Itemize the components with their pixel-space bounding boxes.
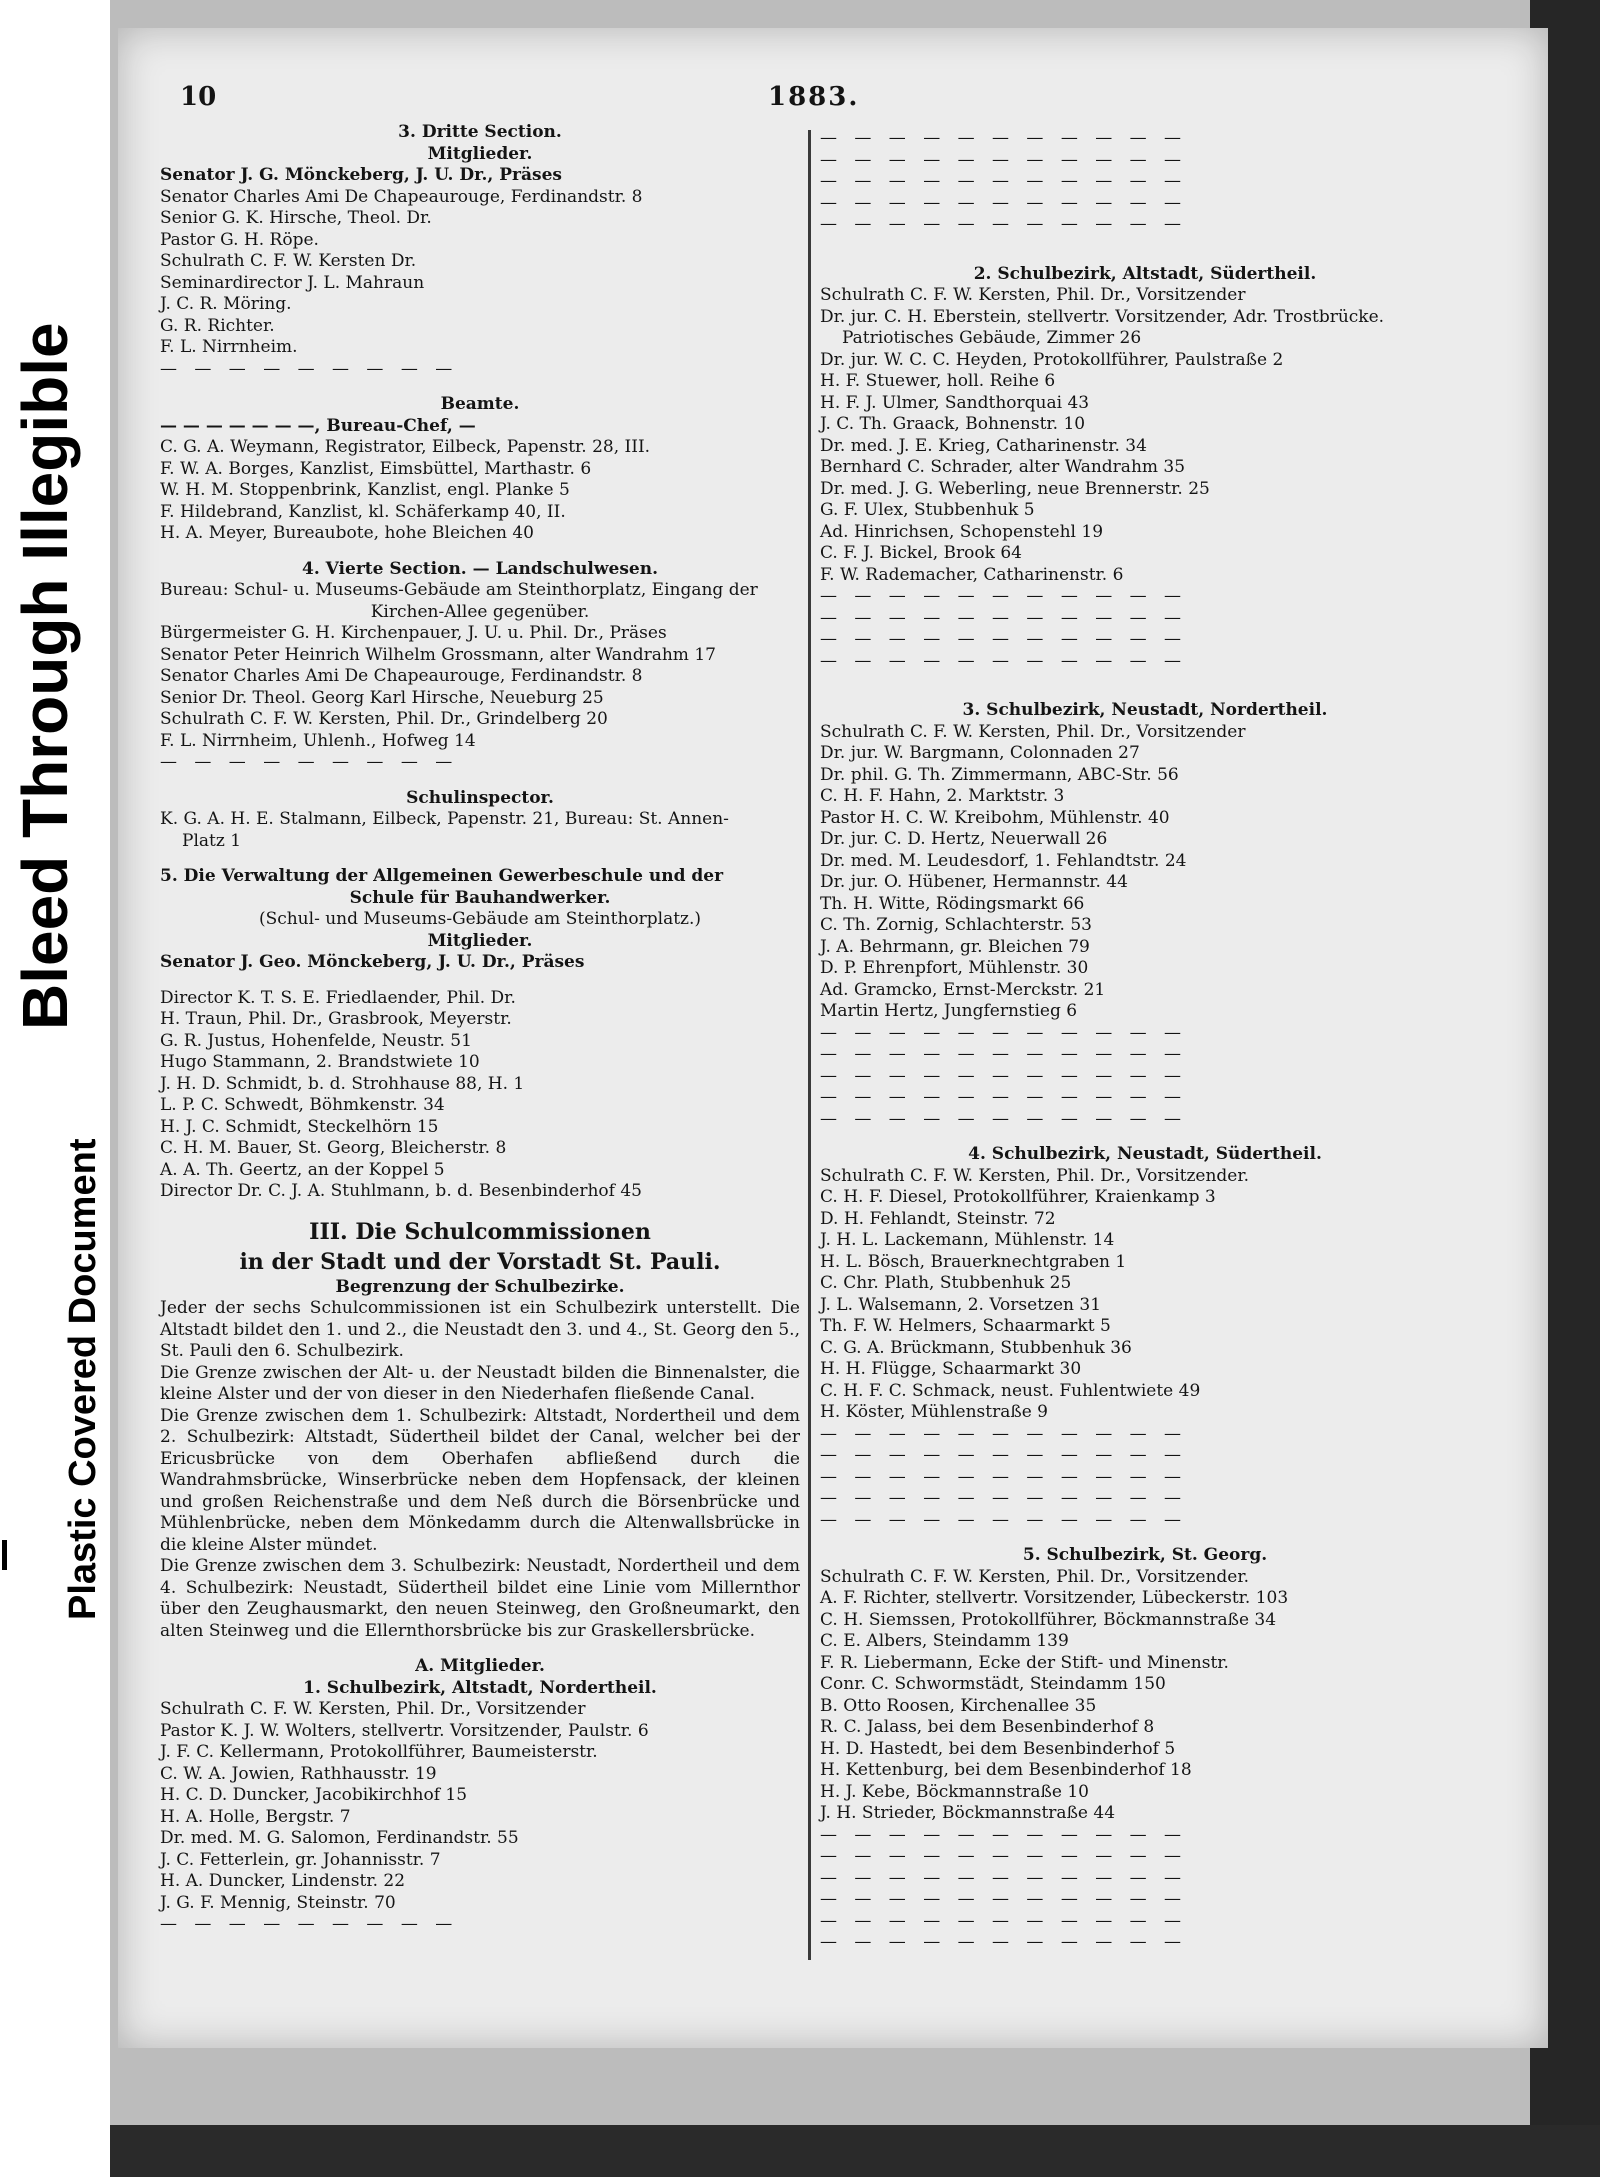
vacancy-dashes: — — — — — — — — — — —	[820, 586, 1188, 606]
member-line: J. H. L. Lackemann, Mühlenstr. 14	[820, 1230, 1115, 1250]
district-title: 2. Schulbezirk, Altstadt, Südertheil.	[973, 263, 1317, 284]
vacancy-dashes: — — — — — — — — — — —	[820, 650, 1188, 671]
member-line: C. H. M. Bauer, St. Georg, Bleicherstr. 8	[160, 1138, 507, 1158]
member-line: Ad. Gramcko, Ernst-Merckstr. 21	[820, 979, 1106, 1000]
section-title: Beamte.	[440, 394, 520, 414]
section-title: Schule für Bauhandwerker.	[349, 887, 611, 908]
vacancy-dashes: — — — — — — — — —	[160, 358, 459, 379]
section-subheading: Mitglieder.	[427, 930, 533, 951]
member-line: Schulrath C. F. W. Kersten, Phil. Dr., Vorsitzender.	[820, 1165, 1250, 1186]
member-line: Ad. Hinrichsen, Schopenstehl 19	[820, 521, 1104, 542]
section-subheading: A. Mitglieder.	[415, 1656, 545, 1676]
vacancy-dashes: — — — — — — — — — — —	[820, 1867, 1188, 1888]
member-line: Dr. jur. W. C. C. Heyden, Protokollführer, Paulstraße 2	[820, 349, 1284, 370]
member-line: J. H. D. Schmidt, b. d. Strohhause 88, H. 1	[160, 1073, 525, 1094]
chapter-title: III. Die Schulcommissionen	[309, 1218, 651, 1245]
member-line: J. H. Strieder, Böckmannstraße 44	[820, 1803, 1116, 1823]
member-line: F. L. Nirrnheim.	[160, 337, 298, 357]
vacancy-dashes: — — — — — — — — — — —	[820, 1108, 1188, 1129]
member-line: J. C. Th. Graack, Bohnenstr. 10	[820, 414, 1086, 434]
section-subtitle: (Schul- und Museums-Gebäude am Steinthorplatz.)	[258, 909, 702, 929]
member-line: F. R. Liebermann, Ecke der Stift- und Minenstr.	[820, 1652, 1229, 1673]
member-line: R. C. Jalass, bei dem Besenbinderhof 8	[820, 1717, 1155, 1737]
member-line: Schulrath C. F. W. Kersten, Phil. Dr., Vorsitzender.	[820, 1566, 1250, 1587]
member-line: H. A. Holle, Bergstr. 7	[160, 1806, 351, 1827]
member-line: C. H. F. Diesel, Protokollführer, Kraienkamp 3	[820, 1187, 1216, 1207]
section-title: 5. Die Verwaltung der Allgemeinen Gewerbeschule und der	[160, 866, 724, 886]
vacancy-dashes: — — — — — — — — — — —	[820, 171, 1188, 191]
vacancy-dashes: — — — — — — — — —	[160, 1914, 459, 1934]
vacancy-dashes: — — — — — — — — — — —	[820, 1889, 1188, 1909]
paragraph: Jeder der sechs Schulcommissionen ist ein Schulbezirk unterstellt. Die Altstadt bildet den 1. und 2., die Neustadt den 3. und 4., St. Georg den 5., St. Pauli den 6. Schulbezirk.	[160, 1298, 800, 1361]
column-divider	[808, 130, 811, 1960]
member-line: H. J. Kebe, Böckmannstraße 10	[820, 1781, 1089, 1802]
page-year: 1883.	[768, 82, 860, 112]
member-line: Senator Peter Heinrich Wilhelm Grossmann, alter Wandrahm 17	[160, 644, 716, 665]
district-title: 4. Schulbezirk, Neustadt, Südertheil.	[968, 1144, 1322, 1164]
member-line: Pastor G. H. Röpe.	[160, 229, 319, 250]
member-line: G. R. Richter.	[160, 315, 275, 336]
district-title: 3. Schulbezirk, Neustadt, Nordertheil.	[962, 700, 1328, 720]
chapter-title: in der Stadt und der Vorstadt St. Pauli.	[239, 1248, 721, 1275]
right-column	[820, 128, 1470, 1954]
member-line: L. P. C. Schwedt, Böhmkenstr. 34	[160, 1095, 445, 1115]
member-line: G. F. Ulex, Stubbenhuk 5	[820, 500, 1035, 520]
member-line: C. G. A. Brückmann, Stubbenhuk 36	[820, 1337, 1132, 1358]
member-line: Dr. med. M. G. Salomon, Ferdinandstr. 55	[160, 1828, 519, 1848]
vacancy-dashes: — — — — — — — — — — —	[820, 1509, 1188, 1530]
member-line: H. H. Flügge, Schaarmarkt 30	[820, 1359, 1082, 1379]
vacancy-dashes: — — — — — — — — — — —	[820, 192, 1188, 213]
member-line: Dr. phil. G. Th. Zimmermann, ABC-Str. 56	[820, 764, 1179, 785]
staff-line: C. G. A. Weymann, Registrator, Eilbeck, Papenstr. 28, III.	[160, 437, 651, 457]
vacancy-dashes: — — — — — — — — — — —	[820, 1466, 1188, 1487]
vacancy-dashes: — — — — — — — — — — —	[820, 149, 1188, 170]
member-line: H. F. Stuewer, holl. Reihe 6	[820, 371, 1056, 391]
member-line: Hugo Stammann, 2. Brandstwiete 10	[160, 1052, 480, 1072]
member-line: Pastor K. J. W. Wolters, stellvertr. Vorsitzender, Paulstr. 6	[160, 1720, 649, 1741]
vacancy-dashes: — — — — — — — — — — —	[820, 1022, 1188, 1043]
member-line: Martin Hertz, Jungfernstieg 6	[820, 1001, 1078, 1021]
member-line: H. D. Hastedt, bei dem Besenbinderhof 5	[820, 1738, 1176, 1759]
member-line: J. C. R. Möring.	[160, 294, 292, 314]
member-line: Dr. med. M. Leudesdorf, 1. Fehlandtstr. 24	[820, 850, 1187, 871]
member-line: F. W. Rademacher, Catharinenstr. 6	[820, 564, 1124, 585]
member-line: J. F. C. Kellermann, Protokollführer, Baumeisterstr.	[160, 1742, 598, 1762]
member-line: C. W. A. Jowien, Rathhausstr. 19	[160, 1763, 437, 1784]
paragraph: Die Grenze zwischen dem 1. Schulbezirk: Altstadt, Nordertheil und dem 2. Schulbezirk: Altstadt, Südertheil bildet der Canal, welcher bei der Ericusbrücke von dem Oberhafen abfließend durch die Wandrahmsbrücke, Winserbrücke neben dem Hopfensack, der kleinen und großen Reichenstraße und dem Neß durch die Börsenbrücke und Mühlenbrücke, neben dem Mönkedamm durch die Altenwallsbrücke in die kleine Alster mündet.	[160, 1405, 800, 1555]
vacancy-dashes: — — — — — — — — — — —	[820, 629, 1188, 649]
staff-line: W. H. M. Stoppenbrink, Kanzlist, engl. Planke 5	[160, 480, 570, 500]
staff-line: F. Hildebrand, Kanzlist, kl. Schäferkamp 40, II.	[160, 501, 566, 522]
vacancy-dashes: — — — — — — — — — — —	[820, 1087, 1188, 1107]
section-title: 3. Dritte Section.	[398, 122, 562, 142]
member-line: Dr. med. J. E. Krieg, Catharinenstr. 34	[820, 435, 1147, 456]
member-line: C. F. J. Bickel, Brook 64	[820, 543, 1022, 563]
member-line: J. G. F. Mennig, Steinstr. 70	[160, 1892, 396, 1913]
sidebar-tick-mark	[2, 1540, 7, 1570]
vacancy-dashes: — — — — — — — — — — —	[820, 1846, 1188, 1866]
section-title: 1. Schulbezirk, Altstadt, Nordertheil.	[303, 1677, 657, 1698]
member-line: J. L. Walsemann, 2. Vorsetzen 31	[820, 1294, 1102, 1315]
staff-line: — — — — — — —, Bureau-Chef, —	[160, 415, 476, 436]
plastic-covered-label: Plastic Covered Document	[62, 1138, 104, 1620]
member-line: J. A. Behrmann, gr. Bleichen 79	[820, 936, 1090, 957]
bleed-through-label: Bleed Through Illegible	[9, 322, 81, 1030]
member-line: Bernhard C. Schrader, alter Wandrahm 35	[820, 457, 1186, 477]
member-line: H. Traun, Phil. Dr., Grasbrook, Meyerstr.	[160, 1009, 512, 1029]
district-title: 5. Schulbezirk, St. Georg.	[1022, 1545, 1268, 1565]
member-line: Pastor H. C. W. Kreibohm, Mühlenstr. 40	[820, 807, 1170, 828]
left-column	[160, 122, 800, 1936]
member-line: Senator J. G. Mönckeberg, J. U. Dr., Präses	[160, 165, 562, 185]
vacancy-dashes: — — — — — — — — — — —	[820, 1065, 1188, 1086]
vacancy-dashes: — — — — — — — — — — —	[820, 1445, 1188, 1465]
vacancy-dashes: — — — — — — — — — — —	[820, 1932, 1188, 1952]
member-line: Senator Charles Ami De Chapeaurouge, Ferdinandstr. 8	[160, 186, 643, 207]
member-line: Dr. jur. C. D. Hertz, Neuerwall 26	[820, 829, 1108, 849]
staff-line: H. A. Meyer, Bureaubote, hohe Bleichen 40	[160, 523, 534, 543]
member-line: Th. H. Witte, Rödingsmarkt 66	[820, 893, 1085, 914]
member-line: Director Dr. C. J. A. Stuhlmann, b. d. Besenbinderhof 45	[160, 1181, 642, 1201]
section-subtitle: Begrenzung der Schulbezirke.	[335, 1276, 625, 1297]
member-line: Director K. T. S. E. Friedlaender, Phil. Dr.	[160, 987, 516, 1008]
vacancy-dashes: — — — — — — — — — — —	[820, 1423, 1188, 1444]
member-line: H. Kettenburg, bei dem Besenbinderhof 18	[820, 1760, 1192, 1780]
member-line: Schulrath C. F. W. Kersten, Phil. Dr., Grindelberg 20	[160, 709, 608, 729]
member-line: C. H. F. Hahn, 2. Marktstr. 3	[820, 786, 1065, 806]
vacancy-dashes: — — — — — — — — — — —	[820, 214, 1188, 234]
member-line: Senior Dr. Theol. Georg Karl Hirsche, Neueburg 25	[160, 687, 604, 708]
member-line: H. Köster, Mühlenstraße 9	[820, 1402, 1048, 1422]
member-line: C. H. Siemssen, Protokollführer, Böckmannstraße 34	[820, 1609, 1277, 1630]
inspector-line: Platz 1	[182, 830, 242, 851]
member-line: Senior G. K. Hirsche, Theol. Dr.	[160, 208, 432, 228]
vacancy-dashes: — — — — — — — — — — —	[820, 1488, 1188, 1508]
member-line: Dr. jur. W. Bargmann, Colonnaden 27	[820, 743, 1140, 763]
member-line: Conr. C. Schwormstädt, Steindamm 150	[820, 1674, 1166, 1694]
member-line: Seminardirector J. L. Mahraun	[160, 272, 425, 293]
scan-bottom-edge	[110, 2125, 1600, 2177]
vacancy-dashes: — — — — — — — — — — —	[820, 1824, 1188, 1845]
section-title: 4. Vierte Section. — Landschulwesen.	[301, 558, 658, 579]
paragraph: Die Grenze zwischen der Alt- u. der Neustadt bilden die Binnenalster, die kleine Alster und der von dieser in den Niederhafen fließende Canal.	[160, 1362, 800, 1404]
member-line: C. H. F. C. Schmack, neust. Fuhlentwiete 49	[820, 1380, 1201, 1401]
member-line: A. A. Th. Geertz, an der Koppel 5	[160, 1159, 445, 1180]
member-line: C. E. Albers, Steindamm 139	[820, 1631, 1069, 1651]
member-line: B. Otto Roosen, Kirchenallee 35	[820, 1695, 1097, 1716]
member-line: Schulrath C. F. W. Kersten, Phil. Dr., Vorsitzender	[160, 1699, 586, 1719]
member-line: H. J. C. Schmidt, Steckelhörn 15	[160, 1116, 439, 1137]
member-line: Dr. med. J. G. Weberling, neue Brennerstr. 25	[820, 478, 1210, 499]
member-line: Dr. jur. O. Hübener, Hermannstr. 44	[820, 872, 1128, 892]
member-line: Patriotisches Gebäude, Zimmer 26	[842, 328, 1142, 348]
member-line: H. F. J. Ulmer, Sandthorquai 43	[820, 392, 1090, 413]
member-line: Schulrath C. F. W. Kersten, Phil. Dr., Vorsitzender	[820, 285, 1246, 305]
member-line: H. L. Bösch, Brauerknechtgraben 1	[820, 1251, 1127, 1272]
member-line: H. A. Duncker, Lindenstr. 22	[160, 1871, 406, 1891]
bureau-line: Kirchen-Allee gegenüber.	[370, 601, 590, 622]
member-line: J. C. Fetterlein, gr. Johannisstr. 7	[160, 1849, 441, 1870]
inspector-line: K. G. A. H. E. Stalmann, Eilbeck, Papenstr. 21, Bureau: St. Annen-	[160, 809, 729, 829]
member-line: G. R. Justus, Hohenfelde, Neustr. 51	[160, 1030, 472, 1051]
section-subheading: Mitglieder.	[427, 143, 533, 164]
member-line: Bürgermeister G. H. Kirchenpauer, J. U. u. Phil. Dr., Präses	[160, 623, 667, 643]
member-line: Dr. jur. C. H. Eberstein, stellvertr. Vorsitzender, Adr. Trostbrücke.	[820, 306, 1385, 327]
member-line: Schulrath C. F. W. Kersten, Phil. Dr., Vorsitzender	[820, 721, 1246, 742]
member-line: Senator J. Geo. Mönckeberg, J. U. Dr., Präses	[160, 952, 585, 972]
paragraph: Die Grenze zwischen dem 3. Schulbezirk: Neustadt, Nordertheil und dem 4. Schulbezirk: Neustadt, Südertheil bildet eine Linie vom Millernthor über den Zeughausmarkt, den neuen Steinweg, den Großneumarkt, den alten Steinweg und die Ellernthorsbrücke bis zur Graskellersbrücke.	[160, 1556, 800, 1641]
vacancy-dashes: — — — — — — — — — — —	[820, 607, 1188, 628]
member-line: C. Chr. Plath, Stubbenhuk 25	[820, 1273, 1072, 1293]
member-line: C. Th. Zornig, Schlachterstr. 53	[820, 915, 1092, 935]
member-line: A. F. Richter, stellvertr. Vorsitzender, Lübeckerstr. 103	[820, 1588, 1289, 1608]
bureau-line: Bureau: Schul- u. Museums-Gebäude am Steinthorplatz, Eingang der	[160, 580, 758, 600]
vacancy-dashes: — — — — — — — — — — —	[820, 1044, 1188, 1064]
member-line: Senator Charles Ami De Chapeaurouge, Ferdinandstr. 8	[160, 666, 643, 686]
member-line: F. L. Nirrnheim, Uhlenh., Hofweg 14	[160, 730, 476, 751]
staff-line: F. W. A. Borges, Kanzlist, Eimsbüttel, Marthastr. 6	[160, 458, 592, 479]
member-line: Schulrath C. F. W. Kersten Dr.	[160, 251, 417, 271]
vacancy-dashes: — — — — — — — — — — —	[820, 128, 1188, 148]
vacancy-dashes: — — — — — — — — —	[160, 752, 459, 772]
sidebar-annotation-panel	[0, 0, 110, 2177]
vacancy-dashes: — — — — — — — — — — —	[820, 1910, 1188, 1931]
member-line: D. P. Ehrenpfort, Mühlenstr. 30	[820, 958, 1089, 978]
section-title: Schulinspector.	[406, 787, 554, 808]
member-line: H. C. D. Duncker, Jacobikirchhof 15	[160, 1785, 468, 1805]
member-line: D. H. Fehlandt, Steinstr. 72	[820, 1208, 1056, 1229]
member-line: Th. F. W. Helmers, Schaarmarkt 5	[820, 1316, 1111, 1336]
page-number: 10	[180, 82, 217, 112]
